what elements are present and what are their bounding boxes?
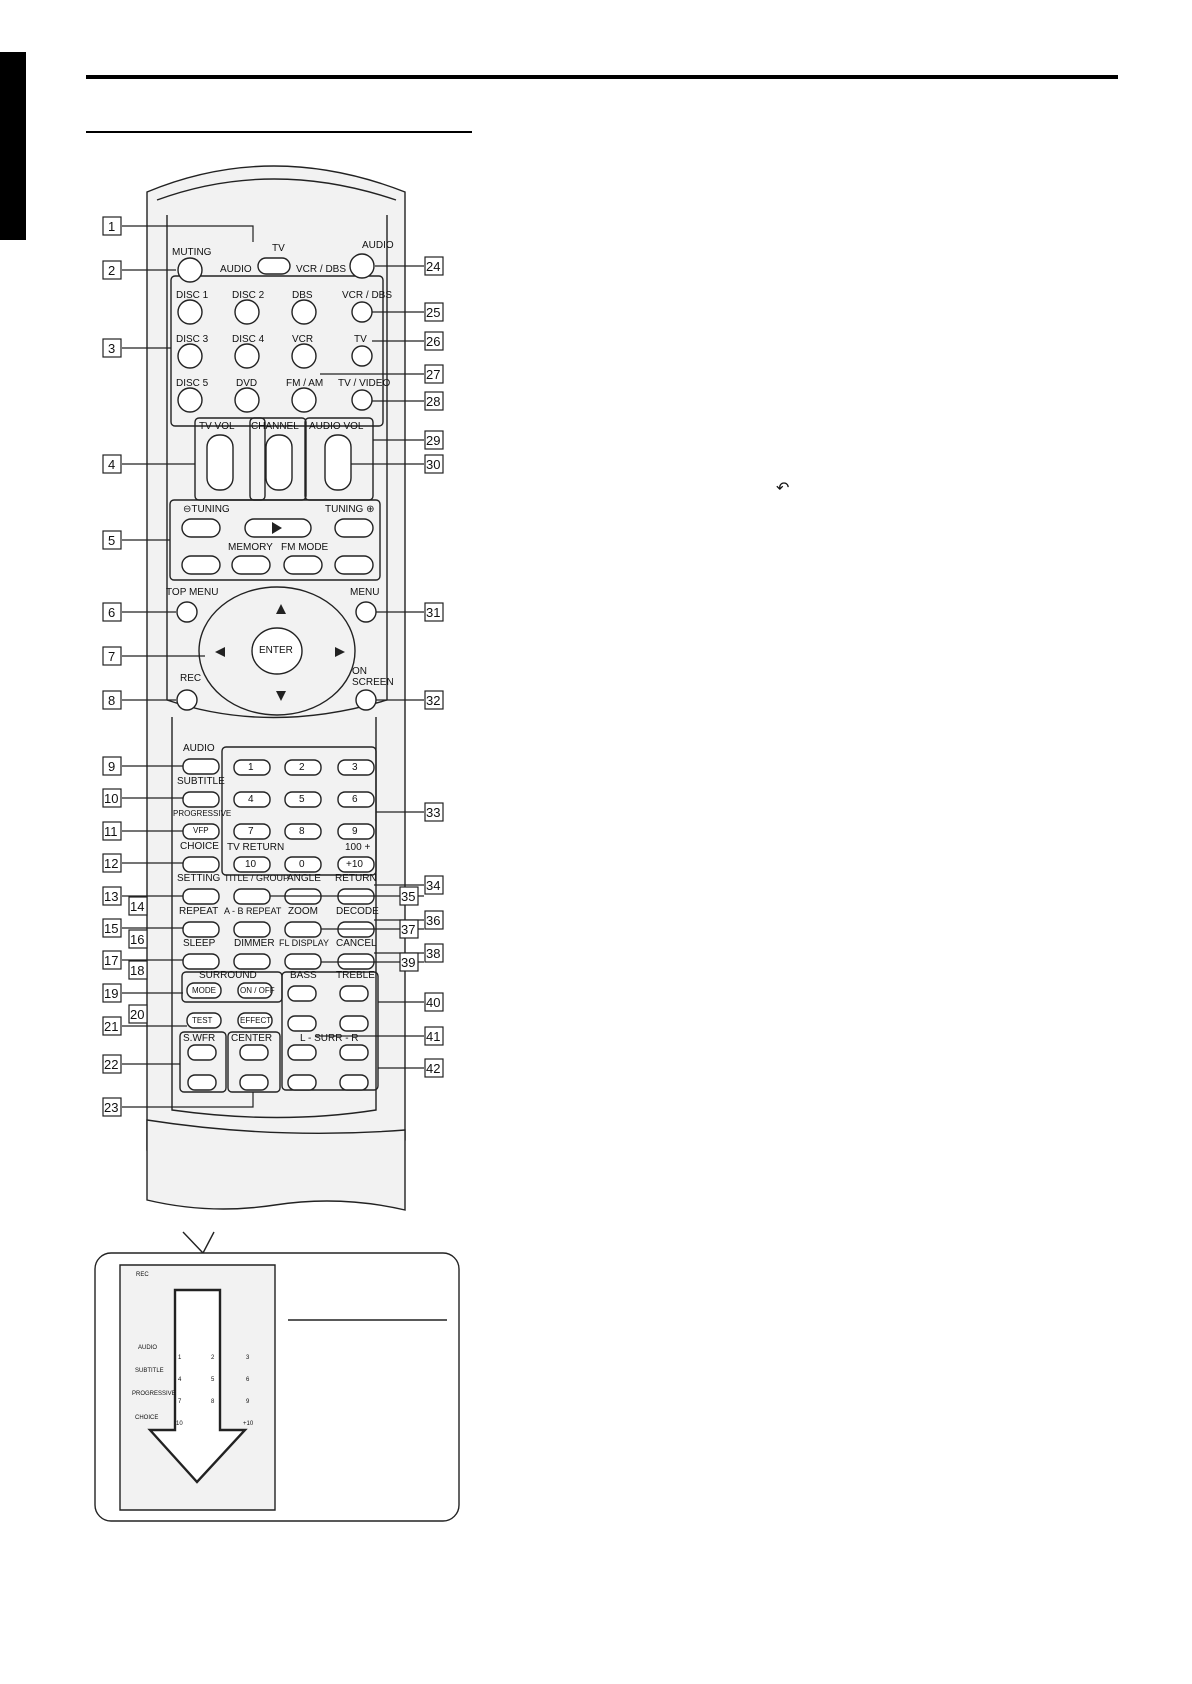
return-glyph: ↶ — [776, 480, 790, 497]
callout-25: 25 — [426, 305, 441, 320]
label-fm-am: FM / AM — [286, 378, 324, 389]
callout-7: 7 — [108, 649, 116, 664]
callout-29: 29 — [426, 433, 441, 448]
label-rec: REC — [180, 673, 202, 684]
label-tv-vol: TV VOL — [199, 421, 235, 432]
inset-key-7: 7 — [178, 1399, 182, 1405]
callout-31: 31 — [426, 605, 441, 620]
label-vcr: VCR — [292, 334, 314, 345]
label-bass: BASS — [290, 970, 317, 981]
label-title-group: TITLE / GROUP — [224, 873, 290, 883]
label-decode: DECODE — [336, 906, 379, 917]
label-on-screen: ON SCREEN — [352, 666, 394, 688]
callout-34: 34 — [426, 878, 441, 893]
label-subtitle: SUBTITLE — [177, 776, 225, 787]
inset-key-8: 8 — [211, 1399, 215, 1405]
inset-progressive: PROGRESSIVE — [132, 1391, 176, 1397]
label-effect: EFFECT — [240, 1016, 272, 1025]
callout-18: 18 — [130, 963, 145, 978]
callout-20: 20 — [130, 1007, 145, 1022]
callout-13: 13 — [104, 889, 119, 904]
label-test: TEST — [192, 1016, 213, 1025]
callout-15: 15 — [104, 921, 119, 936]
label-progressive: PROGRESSIVE — [173, 809, 232, 818]
label-repeat: REPEAT — [179, 906, 219, 917]
label-disc3: DISC 3 — [176, 334, 209, 345]
callout-3: 3 — [108, 341, 116, 356]
inset-key-6: 6 — [246, 1377, 250, 1383]
label-disc2: DISC 2 — [232, 290, 265, 301]
callout-42: 42 — [426, 1061, 441, 1076]
label-surr: L - SURR - R — [300, 1033, 359, 1044]
label-memory: MEMORY — [228, 542, 273, 553]
callout-40: 40 — [426, 995, 441, 1010]
label-tuning-plus: TUNING ⊕ — [325, 504, 375, 515]
label-zoom: ZOOM — [288, 906, 318, 917]
callout-35: 35 — [401, 889, 416, 904]
label-vfp: VFP — [193, 826, 209, 835]
label-audio: AUDIO — [183, 743, 215, 754]
label-mode: MODE — [192, 986, 216, 995]
label-dvd: DVD — [236, 378, 258, 389]
key-3: 3 — [352, 762, 358, 773]
callout-36: 36 — [426, 913, 441, 928]
label-treble: TREBLE — [336, 970, 375, 981]
callout-8: 8 — [108, 693, 116, 708]
label-power-tv: TV — [354, 334, 367, 345]
label-fm-mode: FM MODE — [281, 542, 329, 553]
label-tv-return: TV RETURN — [227, 842, 285, 853]
callout-37: 37 — [401, 922, 416, 937]
callout-21: 21 — [104, 1019, 119, 1034]
label-disc5: DISC 5 — [176, 378, 209, 389]
callout-39: 39 — [401, 955, 416, 970]
key-7: 7 — [248, 826, 254, 837]
label-tv-video: TV / VIDEO — [338, 378, 391, 389]
key-6: 6 — [352, 794, 358, 805]
callout-41: 41 — [426, 1029, 441, 1044]
label-100-plus: 100 + — [345, 842, 371, 853]
callout-30: 30 — [426, 457, 441, 472]
callout-24: 24 — [426, 259, 441, 274]
callout-38: 38 — [426, 946, 441, 961]
inset-choice: CHOICE — [135, 1415, 159, 1421]
inset-key-5: 5 — [211, 1377, 215, 1383]
callout-5: 5 — [108, 533, 116, 548]
label-s-wfr: S.WFR — [183, 1033, 216, 1044]
label-return: RETURN — [335, 873, 377, 884]
inset-key-10: 10 — [176, 1421, 183, 1427]
label-audio-switch: AUDIO — [220, 264, 252, 275]
label-ab-repeat: A - B REPEAT — [224, 906, 282, 916]
callout-14: 14 — [130, 899, 145, 914]
label-fl-display: FL DISPLAY — [279, 938, 330, 948]
key-10: 10 — [245, 859, 257, 870]
inset-key-1: 1 — [178, 1355, 182, 1361]
key-0: 0 — [299, 859, 305, 870]
callout-12: 12 — [104, 856, 119, 871]
callout-10: 10 — [104, 791, 119, 806]
label-menu: MENU — [350, 587, 380, 598]
callout-33: 33 — [426, 805, 441, 820]
key-plus10: +10 — [346, 859, 363, 870]
inset-key-plus10: +10 — [243, 1421, 254, 1427]
inset-subtitle: SUBTITLE — [135, 1368, 164, 1374]
callout-19: 19 — [104, 986, 119, 1001]
callout-16: 16 — [130, 932, 145, 947]
label-power-vcr-dbs: VCR / DBS — [342, 290, 393, 301]
label-dimmer: DIMMER — [234, 938, 275, 949]
inset-key-2: 2 — [211, 1355, 215, 1361]
callout-17: 17 — [104, 953, 119, 968]
label-top-menu: TOP MENU — [166, 587, 219, 598]
callout-2: 2 — [108, 263, 116, 278]
key-4: 4 — [248, 794, 254, 805]
key-5: 5 — [299, 794, 305, 805]
label-angle: ANGLE — [287, 873, 321, 884]
key-8: 8 — [299, 826, 305, 837]
callout-11: 11 — [104, 824, 118, 839]
inset-rec: REC — [136, 1272, 149, 1278]
key-1: 1 — [248, 762, 254, 773]
callout-1: 1 — [108, 219, 116, 234]
label-sleep: SLEEP — [183, 938, 216, 949]
callout-28: 28 — [426, 394, 441, 409]
key-2: 2 — [299, 762, 305, 773]
label-channel: CHANNEL — [251, 421, 299, 432]
inset-key-9: 9 — [246, 1399, 250, 1405]
callout-4: 4 — [108, 457, 116, 472]
label-dbs: DBS — [292, 290, 313, 301]
label-cancel: CANCEL — [336, 938, 377, 949]
label-audio-vol: AUDIO VOL — [309, 421, 364, 432]
label-power-audio: AUDIO — [362, 240, 394, 251]
inset-audio: AUDIO — [138, 1345, 158, 1351]
label-disc1: DISC 1 — [176, 290, 209, 301]
label-disc4: DISC 4 — [232, 334, 265, 345]
label-enter: ENTER — [259, 645, 293, 656]
callout-27: 27 — [426, 367, 441, 382]
callout-6: 6 — [108, 605, 116, 620]
label-tuning-minus: ⊖TUNING — [183, 504, 230, 515]
callout-23: 23 — [104, 1100, 119, 1115]
label-setting: SETTING — [177, 873, 221, 884]
inset-key-3: 3 — [246, 1355, 250, 1361]
label-vcr-dbs-switch: VCR / DBS — [296, 264, 347, 275]
callout-32: 32 — [426, 693, 441, 708]
label-on-off: ON / OFF — [240, 986, 275, 995]
label-tv: TV — [272, 243, 285, 254]
callout-26: 26 — [426, 334, 441, 349]
callout-9: 9 — [108, 759, 116, 774]
label-center: CENTER — [231, 1033, 273, 1044]
key-9: 9 — [352, 826, 358, 837]
label-surround: SURROUND — [199, 970, 257, 981]
label-choice: CHOICE — [180, 841, 219, 852]
label-muting: MUTING — [172, 247, 212, 258]
callout-22: 22 — [104, 1057, 119, 1072]
inset-key-4: 4 — [178, 1377, 182, 1383]
